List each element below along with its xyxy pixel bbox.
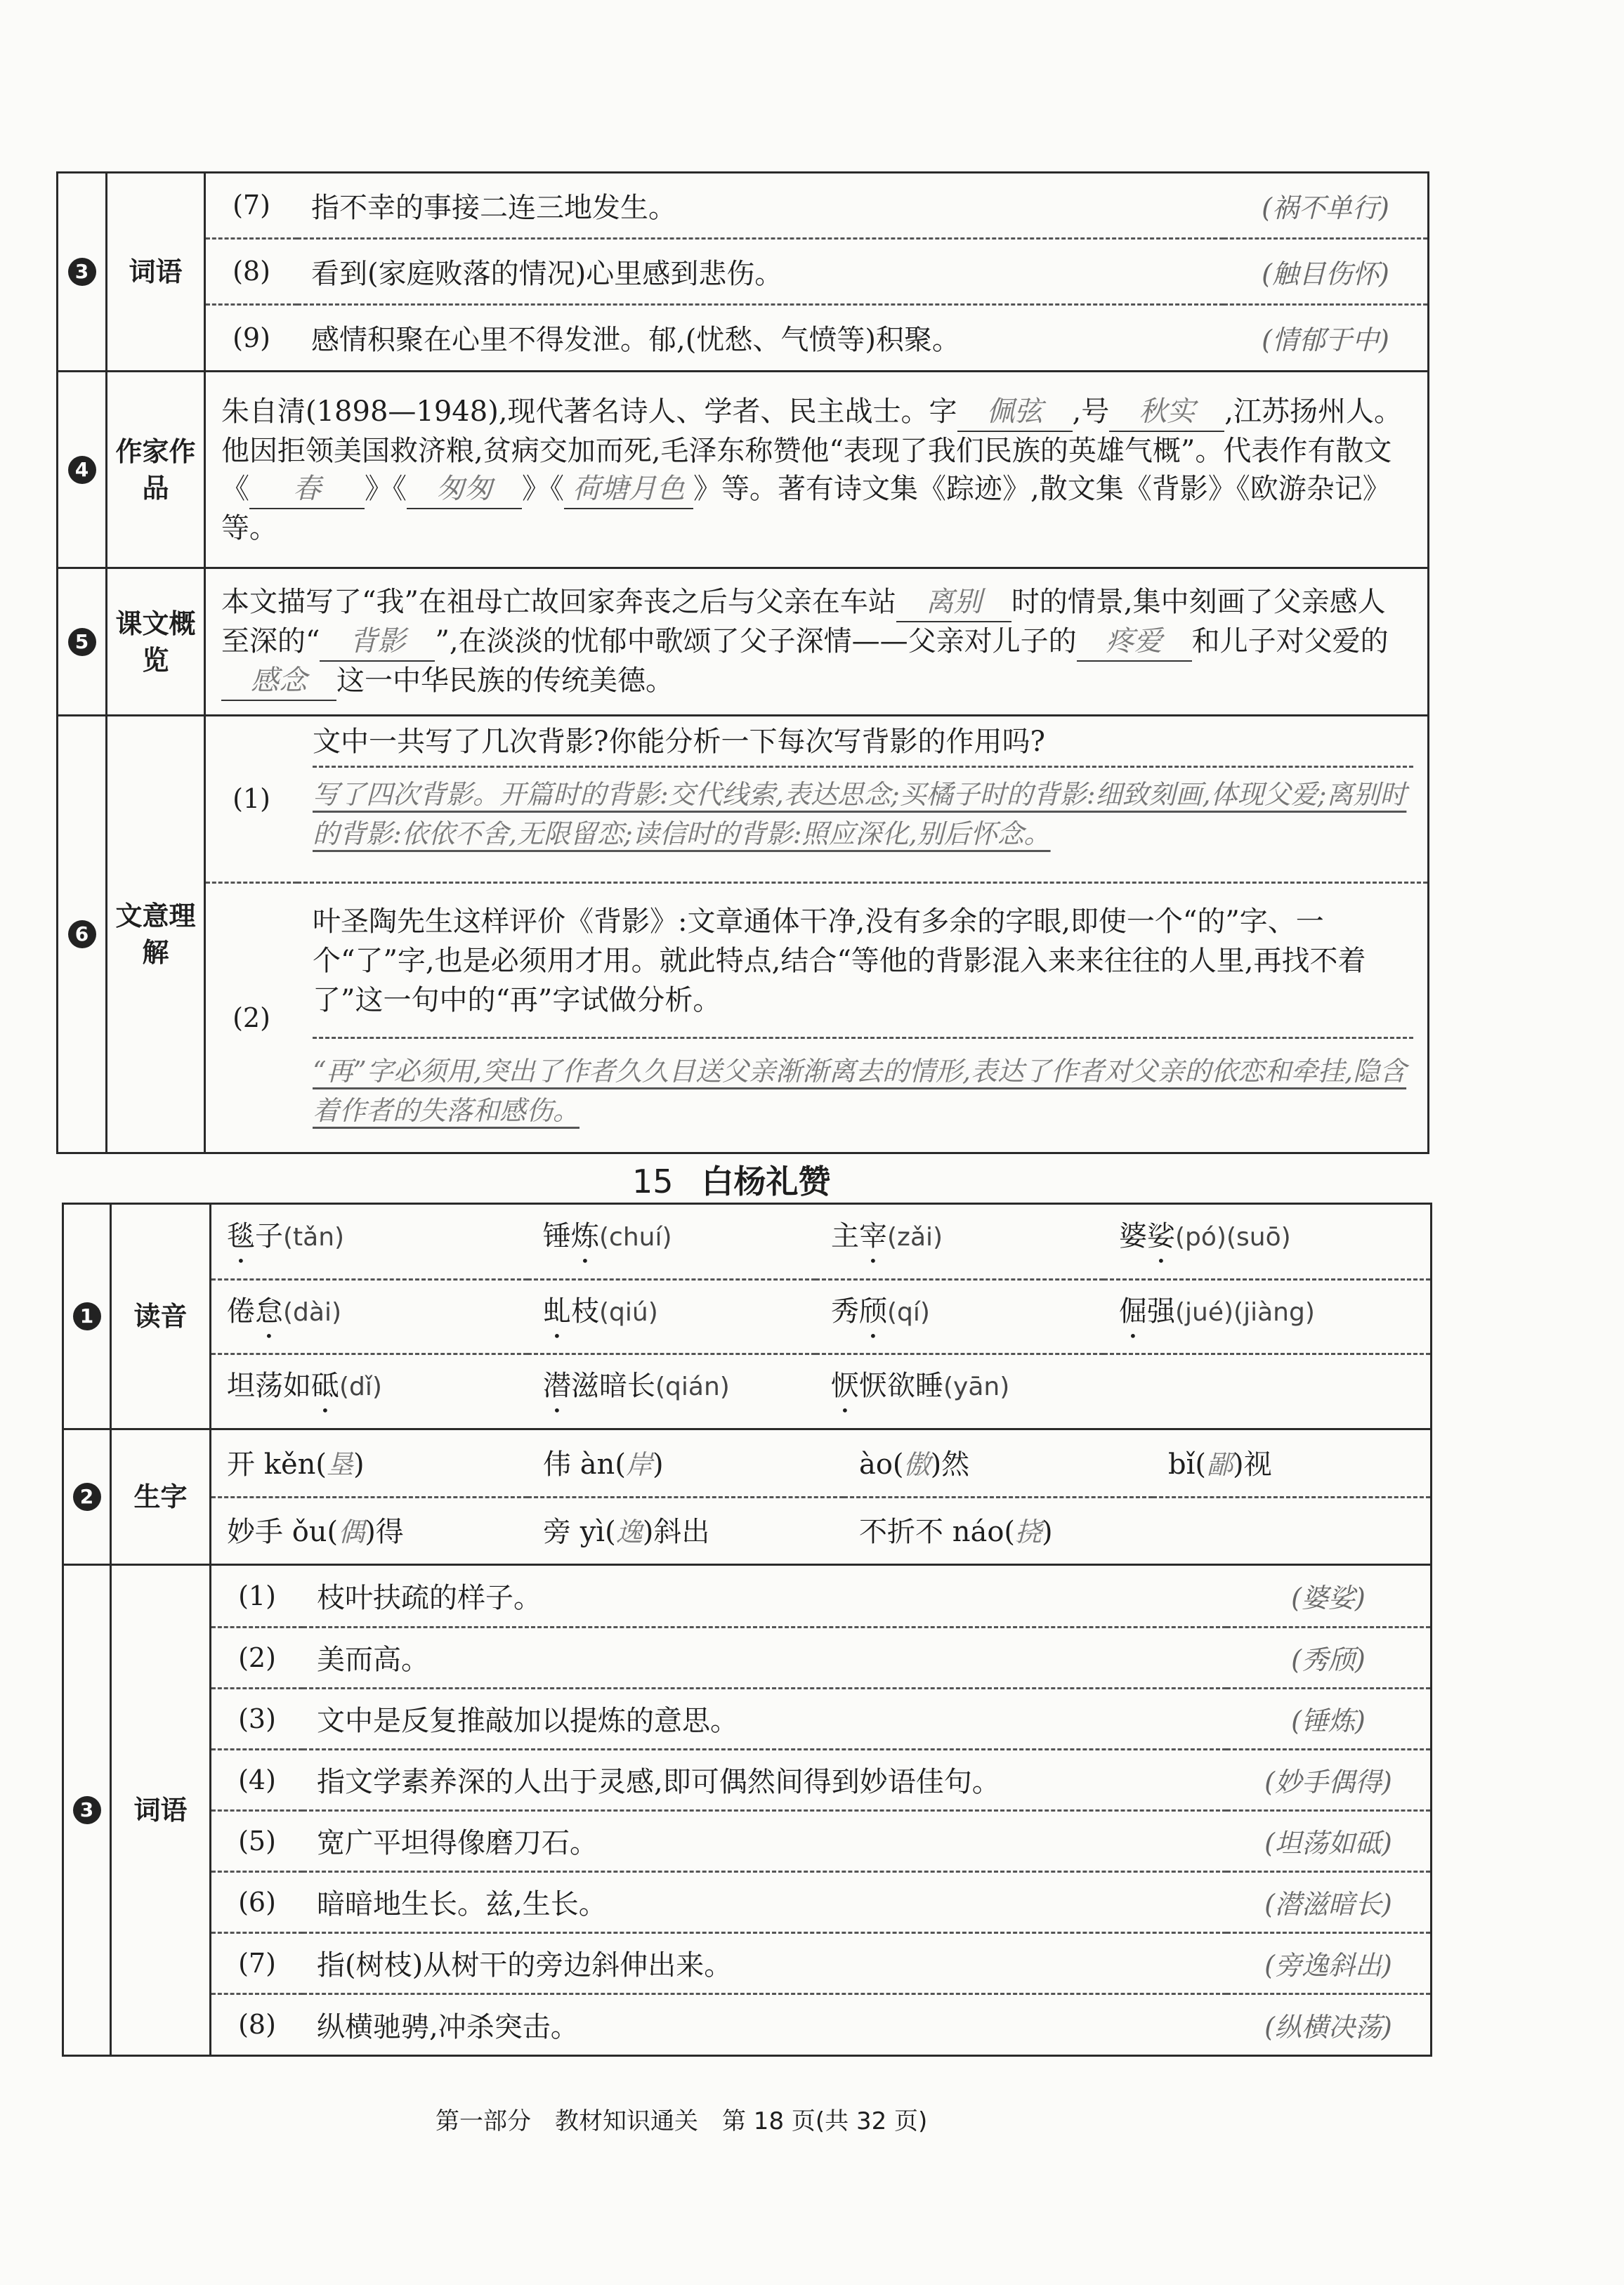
item-answer: (坦荡如砥) (1226, 1810, 1430, 1871)
comprehension-cell (205, 716, 1429, 1153)
vocab-row (211, 1993, 1430, 2055)
character-item: 伟 àn(岸) (543, 1448, 664, 1481)
item-answer: (纵横决荡) (1226, 1993, 1430, 2055)
characters-cell (211, 1429, 1432, 1565)
pronunciation-item: 锤炼(chuí) (543, 1219, 672, 1252)
item-definition: 指文学素养深的人出于灵感,即可偶然间得到妙语佳句。 (303, 1749, 1226, 1810)
row-label-pronunciation: 读音 (111, 1204, 211, 1429)
vocab-row (211, 1688, 1430, 1749)
characters-grid (211, 1430, 1430, 1564)
item-definition: 纵横驰骋,冲杀突击。 (303, 1993, 1226, 2055)
author-paragraph: 朱自清(1898—1948),现代著名诗人、学者、民主战士。字 佩弦 ,号 秋实 ,江苏扬州人。他因拒领美国救济粮,贫病交加而死,毛泽东称赞他“表现了我们民族的英雄气概”。代表作有散文《 春 》《 匆匆 》《 荷塘月色 》等。著有诗文集《踪迹》,散文集《背影》《欧游杂记》等。 (205, 372, 1429, 568)
item-answer: (触目伤怀) (1224, 238, 1427, 304)
table-lesson14-continued (56, 171, 1429, 1154)
item-index: (9) (206, 304, 297, 370)
row-label-comprehension: 文意理解 (107, 716, 205, 1153)
number-badge: 3 (73, 1796, 101, 1824)
pronunciation-grid (211, 1205, 1430, 1428)
pronunciation-item: 倦怠(dài) (211, 1279, 528, 1354)
vocab-row (206, 238, 1427, 304)
item-definition: 宽广平坦得像磨刀石。 (303, 1810, 1226, 1871)
item-answer: (妙手偶得) (1226, 1749, 1430, 1810)
row-number (58, 716, 107, 1153)
vocabulary-cell (205, 173, 1429, 372)
item-index: (3) (211, 1688, 303, 1749)
item-definition: 感情积聚在心里不得发泄。郁,(忧愁、气愤等)积聚。 (297, 304, 1224, 370)
item-index: (6) (211, 1871, 303, 1932)
character-item: bǐ(鄙)视 (1168, 1448, 1272, 1481)
question-text: 叶圣陶先生这样评价《背影》:文章通体干净,没有多余的字眼,即使一个“的”字、一个“了”字,也是必须用才用。就此特点,结合“等他的背影混入来来往往的人里,再找不着了”这一句中的“再”字试做分析。 (313, 889, 1413, 1039)
pronunciation-item: 恹恹欲睡(yān) (816, 1354, 1104, 1428)
question-text: 文中一共写了几次背影?你能分析一下每次写背影的作用吗? (313, 722, 1413, 768)
character-item-empty (1153, 1497, 1430, 1564)
question-row (206, 882, 1427, 1152)
question-index: (2) (206, 882, 297, 1152)
vocab-row (211, 1871, 1430, 1932)
pronunciation-item: 虬枝(qiú) (528, 1279, 816, 1354)
item-index: (7) (211, 1932, 303, 1993)
fill-blank: 离别 (896, 583, 1011, 622)
pronunciation-item: 潜滋暗长(qián) (528, 1354, 816, 1428)
pronunciation-item: 毯子(tǎn) (227, 1219, 345, 1252)
number-badge: 5 (68, 628, 96, 656)
pronunciation-item: 秀颀(qí) (816, 1279, 1104, 1354)
item-definition: 指(树枝)从树干的旁边斜伸出来。 (303, 1932, 1226, 1993)
character-item: 旁 yì(逸)斜出 (528, 1497, 844, 1564)
item-index: (2) (211, 1627, 303, 1688)
characters-row (211, 1497, 1430, 1564)
pronunciation-item: 倔强(jué)(jiàng) (1104, 1279, 1430, 1354)
vocabulary-cell (211, 1565, 1432, 2056)
pronunciation-row (211, 1279, 1430, 1354)
pronunciation-item-empty (1104, 1354, 1430, 1428)
vocab-row (211, 1932, 1430, 1993)
question-row (206, 716, 1427, 882)
vocab-row (211, 1566, 1430, 1627)
section-number: 15 (632, 1163, 674, 1200)
number-badge: 3 (68, 258, 96, 286)
pronunciation-cell (211, 1204, 1432, 1429)
row-number (58, 372, 107, 568)
number-badge: 4 (68, 456, 96, 484)
pronunciation-item: 坦荡如砥(dǐ) (211, 1354, 528, 1428)
row-label-characters: 生字 (111, 1429, 211, 1565)
item-index: (1) (238, 1580, 276, 1611)
number-badge: 6 (68, 920, 96, 948)
item-answer: (锤炼) (1226, 1688, 1430, 1749)
character-item: 不折不 náo(挠) (844, 1497, 1153, 1564)
fill-blank: 背影 (320, 622, 435, 662)
vocabulary-list (206, 173, 1427, 370)
item-index: (5) (211, 1810, 303, 1871)
item-index: (7) (233, 190, 270, 221)
item-answer: (潜滋暗长) (1226, 1871, 1430, 1932)
question-index: (1) (233, 783, 270, 815)
item-index: (4) (211, 1749, 303, 1810)
vocab-row (211, 1627, 1430, 1688)
item-definition: 文中是反复推敲加以提炼的意思。 (303, 1688, 1226, 1749)
pronunciation-item: 婆娑(pó)(suō) (1119, 1219, 1291, 1252)
item-answer: (秀颀) (1226, 1627, 1430, 1688)
page-footer: 第一部分 教材知识通关 第 18 页(共 32 页) (436, 2107, 928, 2135)
vocab-row (211, 1749, 1430, 1810)
character-item: 开 kěn(垦) (227, 1448, 365, 1481)
vocab-row (206, 173, 1427, 238)
number-badge: 2 (73, 1483, 101, 1511)
item-answer: (情郁于中) (1224, 304, 1427, 370)
fill-blank: 春 (249, 470, 365, 509)
answer-text: “再”字必须用,突出了作者久久目送父亲渐渐离去的情形,表达了作者对父亲的依恋和牵挂,隐含着作者的失落和感伤。 (313, 1055, 1407, 1126)
section-title (632, 1156, 831, 1203)
characters-row (211, 1430, 1430, 1497)
item-definition: 指不幸的事接二连三地发生。 (311, 191, 676, 224)
number-badge: 1 (73, 1302, 101, 1330)
item-definition: 枝叶扶疏的样子。 (317, 1582, 542, 1615)
row-number (58, 568, 107, 716)
row-number (63, 1429, 111, 1565)
vocab-row (206, 304, 1427, 370)
row-number (63, 1565, 111, 2056)
row-label-vocabulary: 词语 (111, 1565, 211, 2056)
answer-text: 写了四次背影。开篇时的背影:交代线索,表达思念;买橘子时的背影:细致刻画,体现父爱;离别时的背影:依依不舍,无限留恋;读信时的背影:照应深化,别后怀念。 (313, 779, 1407, 849)
fill-blank: 疼爱 (1077, 622, 1192, 662)
item-definition: 美而高。 (303, 1627, 1226, 1688)
item-answer: (婆娑) (1291, 1583, 1366, 1614)
fill-blank: 匆匆 (407, 470, 522, 509)
table-lesson15 (62, 1203, 1432, 2057)
pronunciation-item: 主宰(zǎi) (831, 1219, 943, 1252)
item-definition: 看到(家庭败落的情况)心里感到悲伤。 (297, 238, 1224, 304)
pronunciation-row (211, 1205, 1430, 1279)
character-item: ào(傲)然 (859, 1448, 970, 1481)
vocabulary-list (211, 1566, 1430, 2055)
pronunciation-row (211, 1354, 1430, 1428)
row-number (63, 1204, 111, 1429)
section-name: 白杨礼赞 (701, 1163, 831, 1200)
row-label-overview: 课文概览 (107, 568, 205, 716)
item-answer: (祸不单行) (1262, 192, 1389, 223)
row-label-author: 作家作品 (107, 372, 205, 568)
fill-blank: 感念 (221, 662, 336, 701)
item-answer: (旁逸斜出) (1226, 1932, 1430, 1993)
fill-blank: 秋实 (1109, 393, 1224, 432)
comprehension-list (206, 716, 1427, 1152)
overview-paragraph: 本文描写了“我”在祖母亡故回家奔丧之后与父亲在车站 离别 时的情景,集中刻画了父亲感人至深的“ 背影 ”,在淡淡的忧郁中歌颂了父子深情——父亲对儿子的 疼爱 和儿子对父爱的感念 这一中华民族的传统美德。 (205, 568, 1429, 716)
fill-blank: 荷塘月色 (564, 470, 693, 509)
fill-blank: 佩弦 (957, 393, 1073, 432)
item-definition: 暗暗地生长。兹,生长。 (303, 1871, 1226, 1932)
item-index: (8) (206, 238, 297, 304)
row-label-vocabulary: 词语 (107, 173, 205, 372)
vocab-row (211, 1810, 1430, 1871)
row-number (58, 173, 107, 372)
item-index: (8) (211, 1993, 303, 2055)
character-item: 妙手 ǒu(偶)得 (211, 1497, 528, 1564)
